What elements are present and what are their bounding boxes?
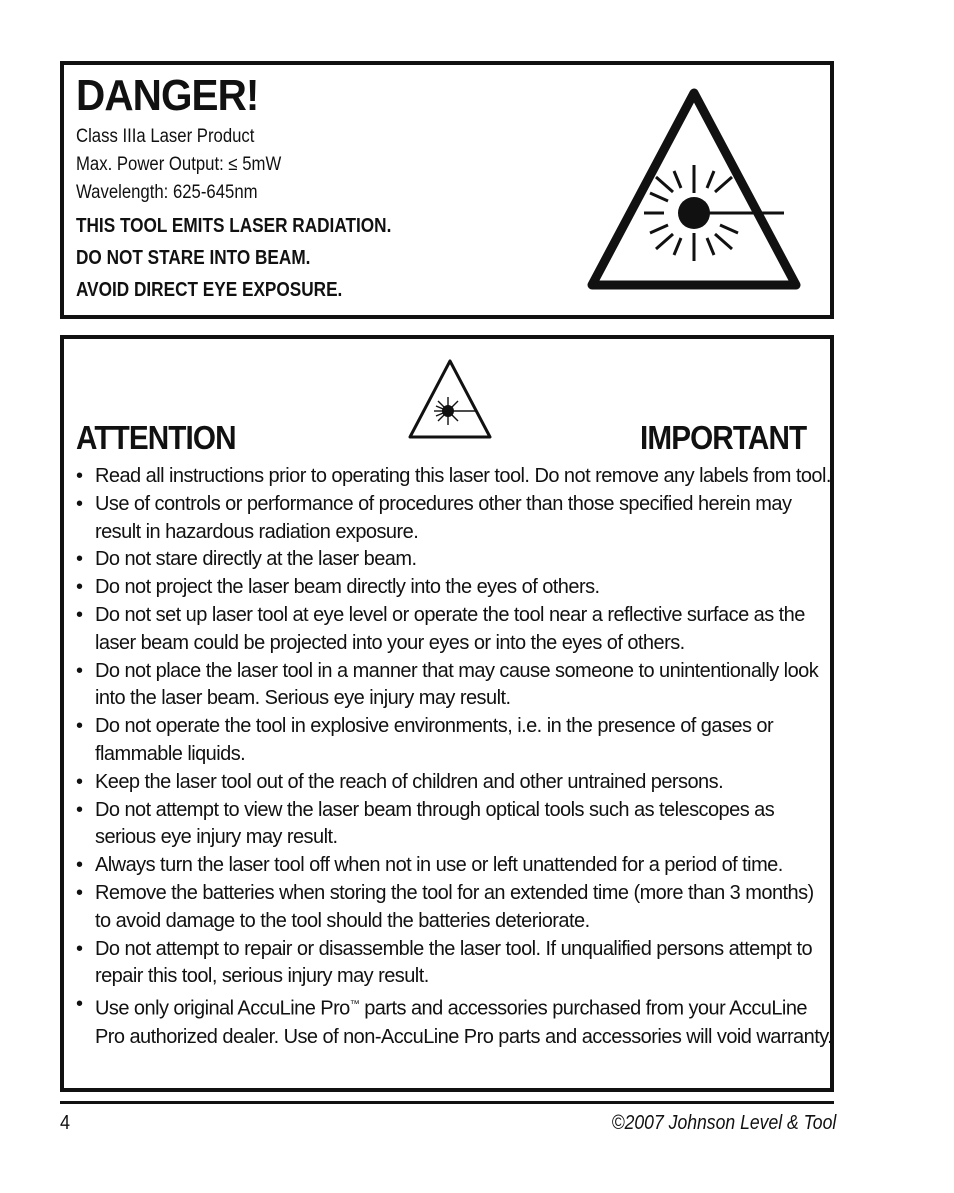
bullet-icon: • <box>76 854 83 877</box>
warning-emits-radiation: THIS TOOL EMITS LASER RADIATION. <box>76 215 392 237</box>
list-item: • Do not stare directly at the laser beam. <box>74 546 834 574</box>
list-item: • Do not project the laser beam directly into the eyes of others. <box>74 574 834 602</box>
attention-box <box>60 335 834 1092</box>
spec-power: Max. Power Output: ≤ 5mW <box>76 154 282 175</box>
list-item: • Keep the laser tool out of the reach of children and other untrained persons. <box>74 769 834 797</box>
bullet-icon: • <box>76 993 83 1016</box>
important-heading: IMPORTANT <box>640 419 807 456</box>
list-item: • Do not operate the tool in explosive environments, i.e. in the presence of gases or flammable liquids. <box>76 715 774 765</box>
bullet-icon: • <box>76 492 83 515</box>
safety-instructions-list <box>74 463 834 1051</box>
list-item: • Do not attempt to repair or disassemble the laser tool. If unqualified persons attempt to repair this tool, serious injury may result. <box>76 937 813 988</box>
bullet-icon: • <box>76 603 83 626</box>
bullet-icon: • <box>76 715 83 738</box>
bullet-icon: • <box>76 576 83 599</box>
copyright-notice: ©2007 Johnson Level & Tool <box>611 1112 836 1134</box>
attention-heading: ATTENTION <box>76 419 236 456</box>
laser-warning-icon <box>406 355 494 443</box>
bullet-icon: • <box>76 548 83 571</box>
list-item: • Always turn the laser tool off when not in use or left unattended for a period of time. <box>74 852 834 880</box>
danger-box <box>60 61 834 319</box>
spec-class: Class IIIa Laser Product <box>76 126 255 147</box>
danger-title: DANGER! <box>76 71 259 120</box>
bullet-icon: • <box>76 770 83 793</box>
list-item: • Use only original AccuLine Pro™ parts and accessories purchased from your AccuLine Pro authorized dealer. Use of non-AccuLine Pro parts and accessories will void warranty. <box>76 993 833 1048</box>
list-item: • Do not set up laser tool at eye level or operate the tool near a reflective surface as the laser beam could be projected into your eyes or into the eyes of others. <box>76 603 805 654</box>
bullet-icon: • <box>76 465 83 487</box>
list-item: • Do not attempt to view the laser beam through optical tools such as telescopes as serious eye injury may result. <box>76 798 775 849</box>
bullet-icon: • <box>76 659 83 682</box>
list-item: • Do not place the laser tool in a manner that may cause someone to unintentionally look into the laser beam. Serious eye injury may result. <box>76 659 819 710</box>
warning-avoid-exposure: AVOID DIRECT EYE EXPOSURE. <box>76 279 343 301</box>
list-item: • Read all instructions prior to operating this laser tool. Do not remove any labels from tool. <box>74 463 834 491</box>
footer-rule <box>60 1101 834 1104</box>
spec-wavelength: Wavelength: 625-645nm <box>76 182 258 203</box>
list-item: • Remove the batteries when storing the tool for an extended time (more than 3 months) to avoid damage to the tool should the batteries deteriorate. <box>76 881 814 932</box>
bullet-icon: • <box>76 798 83 821</box>
trademark-symbol: ™ <box>349 999 360 1011</box>
laser-warning-icon <box>584 85 804 295</box>
bullet-icon: • <box>76 881 83 904</box>
page-number: 4 <box>60 1112 71 1134</box>
list-item: • Use of controls or performance of procedures other than those specified herein may result in hazardous radiation exposure. <box>76 492 792 543</box>
warning-do-not-stare: DO NOT STARE INTO BEAM. <box>76 247 311 269</box>
bullet-icon: • <box>76 937 83 960</box>
